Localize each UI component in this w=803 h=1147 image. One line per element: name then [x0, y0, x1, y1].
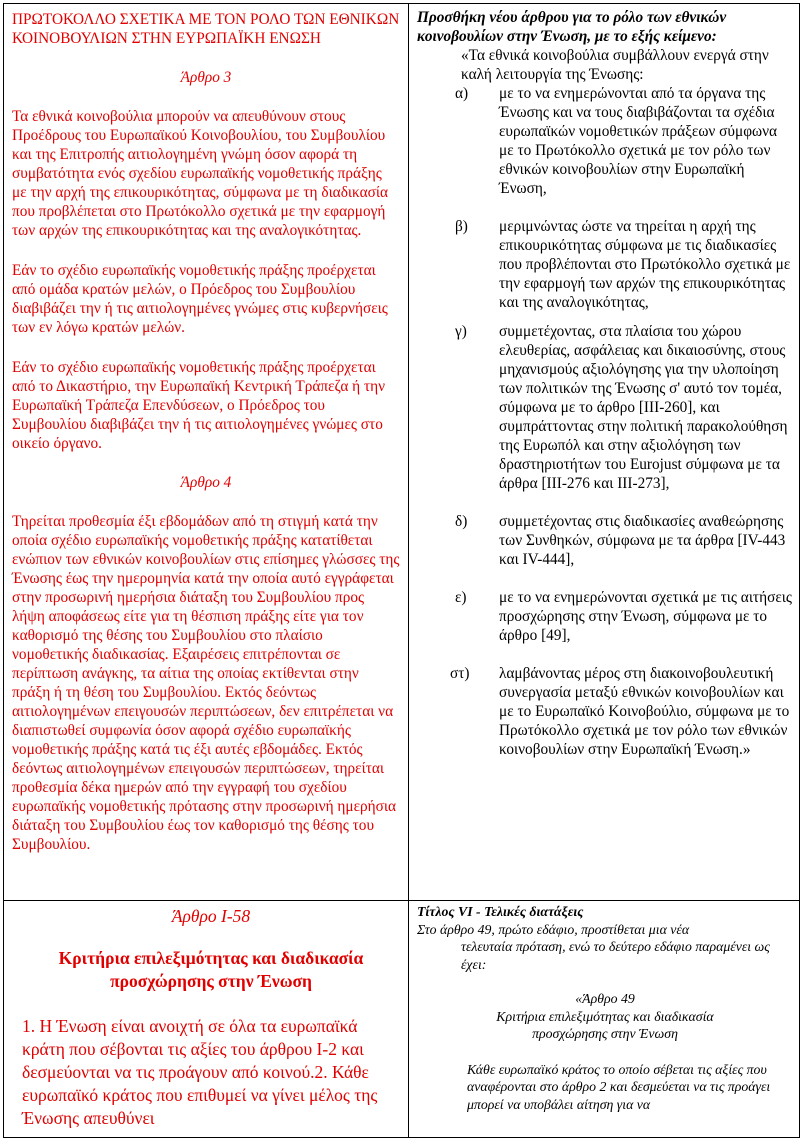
article-49-number: «Άρθρο 49	[575, 991, 635, 1006]
left-cell-article-i58	[4, 901, 409, 1138]
list-item	[417, 322, 793, 493]
article-3-title: Άρθρο 3	[180, 69, 232, 86]
list-item-text: με το να ενημερώνονται από τα όργανα της Ένωσης και να τους διαβιβάζονται τα σχέδια ευρωπαϊκών νομοθετικών πράξεων σύμφωνα με το Πρωτόκολλο σχετικά με τον ρόλο των εθνικών κοινοβουλίων στην Ευρωπαϊκή Ένωση,	[499, 85, 778, 197]
protocol-heading: ΠΡΩΤΟΚΟΛΛΟ ΣΧΕΤΙΚΑ ΜΕ ΤΟΝ ΡΟΛΟ ΤΩΝ ΕΘΝΙΚΩΝ ΚΟΙΝΟΒΟΥΛΙΩΝ ΣΤΗΝ ΕΥΡΩΠΑΪΚΗ ΕΝΩΣΗ	[12, 11, 400, 47]
list-item	[417, 84, 793, 198]
new-article-heading: Προσθήκη νέου άρθρου για το ρόλο των εθνικών κοινοβουλίων στην Ένωση, με το εξής κείμενο:	[417, 9, 727, 45]
title-vi-heading: Τίτλος VI - Τελικές διατάξεις	[417, 904, 584, 919]
list-marker: δ)	[455, 513, 468, 530]
article-3-paragraph: Τα εθνικά κοινοβούλια μπορούν να απευθύνουν στους Προέδρους του Ευρωπαϊκού Κοινοβουλίου, του Συμβουλίου και της Επιτροπής αιτιολογημένη γνώμη όσον αφορά τη συμβατότητα ενός σχεδίου ευρωπαϊκής νομοθετικής πράξης με την αρχή της επικουρικότητας, σύμφωνα με τη διαδικασία που προβλέπεται στο Πρωτόκολλο σχετικά με την εφαρμογή των αρχών της επικουρικότητας και της αναλογικότητας.	[12, 108, 388, 239]
article-3-paragraph: Εάν το σχέδιο ευρωπαϊκής νομοθετικής πράξης προέρχεται από το Δικαστήριο, την Ευρωπαϊκή Κεντρική Τράπεζα ή την Ευρωπαϊκή Τράπεζα Επενδύσεων, ο Πρόεδρος του Συμβουλίου διαβιβάζει την ή τις αιτιολογημένες γνώμες στο οικείο όργανο.	[12, 359, 386, 452]
list-item	[417, 588, 793, 645]
new-article-intro: «Τα εθνικά κοινοβούλια συμβάλλουν ενεργά στην καλή λειτουργία της Ένωσης:	[461, 47, 769, 83]
article-49-body: Κάθε ευρωπαϊκό κράτος το οποίο σέβεται τις αξίες που αναφέρονται στο άρθρο 2 και δεσμεύεται να τις προάγει μπορεί να υποβάλει αίτηση για να	[467, 1061, 771, 1112]
left-cell-protocol	[4, 4, 409, 901]
article-49-title: Κριτήρια επιλεξιμότητας και διαδικασία προσχώρησης στην Ένωση	[496, 1008, 714, 1041]
article-4-title: Άρθρο 4	[180, 474, 232, 491]
table-row	[4, 4, 800, 901]
list-item	[417, 512, 793, 569]
new-article-list	[417, 84, 793, 759]
title-vi-intro-rest: τελευταία πρόταση, ενώ το δεύτερο εδάφιο παραμένει ως έχει:	[461, 939, 770, 972]
table-row	[4, 901, 800, 1138]
list-item-text: συμμετέχοντας στις διαδικασίες αναθεώρησης των Συνθηκών, σύμφωνα με τα άρθρα [IV-443 και IV-444],	[499, 513, 786, 568]
article-i58-body: 1. Η Ένωση είναι ανοιχτή σε όλα τα ευρωπαϊκά κράτη που σέβονται τις αξίες του άρθρου I-2 και δεσμεύονται να τις προάγουν από κοινού.2. Κάθε ευρωπαϊκό κράτος που επιθυμεί να γίνει μέλος της Ένωσης απευθύνει	[22, 1016, 378, 1128]
list-item-text: λαμβάνοντας μέρος στη διακοινοβουλευτική συνεργασία μεταξύ εθνικών κοινοβουλίων και με το Ευρωπαϊκό Κοινοβούλιο, σύμφωνα με το Πρωτόκολλο σχετικά με τον ρόλο των εθνικών κοινοβουλίων στην Ευρωπαϊκή Ένωση.»	[499, 665, 790, 758]
article-3-paragraph: Εάν το σχέδιο ευρωπαϊκής νομοθετικής πράξης προέρχεται από ομάδα κρατών μελών, ο Πρόεδρος του Συμβουλίου διαβιβάζει την ή τις αιτιολογημένες γνώμες στις κυβερνήσεις των εν λόγω κρατών μελών.	[12, 262, 388, 336]
list-marker: γ)	[455, 323, 467, 340]
comparison-table	[3, 3, 800, 1138]
list-marker: ε)	[455, 589, 467, 606]
right-cell-new-article	[409, 4, 800, 901]
list-marker: β)	[455, 218, 468, 235]
list-marker: α)	[455, 85, 469, 102]
article-4-paragraph: Τηρείται προθεσμία έξι εβδομάδων από τη στιγμή κατά την οποία σχέδιο ευρωπαϊκής νομοθετικής πράξης κατατίθεται ενώπιον των εθνικών κοινοβουλίων στις επίσημες γλώσσες της Ένωσης έως την ημερομηνία κατά την οποία αυτό εγγράφεται στην προσωρινή ημερήσια διάταξη του Συμβουλίου προς λήψη αποφάσεως είτε για τη θέσπιση πράξης είτε για τον καθορισμό της θέσης του Συμβουλίου στο πλαίσιο νομοθετικής διαδικασίας. Εξαιρέσεις επιτρέπονται σε περίπτωση ανάγκης, τα αίτια της οποίας εκτίθενται στην πράξη ή τη θέση του Συμβουλίου. Εκτός δεόντως αιτιολογημένων επειγουσών περιπτώσεων, δεν επιτρέπεται να διαπιστωθεί συμφωνία όσον αφορά σχέδιο ευρωπαϊκής νομοθετικής πράξης κατά τις έξι αυτές εβδομάδες. Εκτός δεόντως αιτιολογημένων επειγουσών περιπτώσεων, τηρείται προθεσμία δέκα ημερών από την εγγραφή του σχεδίου ευρωπαϊκής νομοθετικής πρότασης στην προσωρινή ημερήσια διάταξη του Συμβουλίου έως τον καθορισμό της θέσης του Συμβουλίου.	[12, 513, 400, 853]
list-item-text: με το να ενημερώνονται σχετικά με τις αιτήσεις προσχώρησης στην Ένωση, σύμφωνα με το άρθρο [49],	[499, 589, 792, 644]
list-marker: στ)	[450, 665, 470, 682]
right-cell-title-vi	[409, 901, 800, 1138]
list-item-text: συμμετέχοντας, στα πλαίσια του χώρου ελευθερίας, ασφάλειας και δικαιοσύνης, στους μηχανισμούς αξιολόγησης για την υλοποίηση των πολιτικών της Ένωσης σ' αυτό τον τομέα, σύμφωνα με το άρθρο [ΙΙΙ-260], και συμπράττοντας στην πολιτική παρακολούθηση της Ευρωπόλ και στην αξιολόγηση των δραστηριοτήτων του Eurojust σύμφωνα με τα άρθρα [ΙΙΙ-276 και ΙΙΙ-273],	[499, 323, 788, 492]
title-vi-intro-line: Στο άρθρο 49, πρώτο εδάφιο, προστίθεται μια νέα	[417, 921, 690, 937]
list-item	[417, 664, 793, 759]
list-item	[417, 217, 793, 312]
list-item-text: μεριμνώντας ώστε να τηρείται η αρχή της επικουρικότητας σύμφωνα με τις διαδικασίες που προβλέπονται στο Πρωτόκολλο σχετικά με την εφαρμογή των αρχών της επικουρικότητας και της αναλογικότητας,	[499, 218, 791, 311]
article-i58-title: Κριτήρια επιλεξιμότητας και διαδικασία προσχώρησης στην Ένωση	[58, 948, 364, 991]
article-i58-number: Άρθρο I-58	[171, 906, 251, 926]
